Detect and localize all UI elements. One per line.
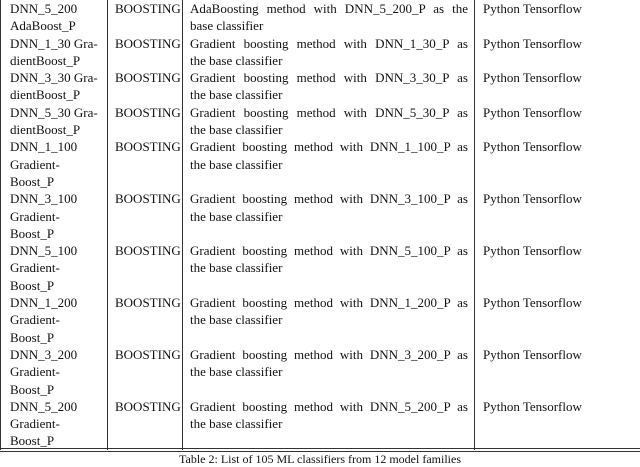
classifier-name-line: Gradient- — [10, 364, 60, 380]
table-bottom-rule — [0, 448, 640, 449]
classifier-name-cell — [0, 242, 108, 294]
library-cell: Python Tensorflow — [483, 104, 582, 120]
classifier-name-line: DNN_5_200 — [10, 1, 78, 16]
classifier-name-line: Gradient- — [10, 416, 60, 432]
library-cell: Python Tensorflow — [483, 243, 582, 259]
description-line: the base classifier — [190, 208, 283, 224]
table-row — [0, 104, 640, 139]
description-line: Gradient boosting method with DNN_5_200_P as — [190, 398, 468, 414]
description-line: Gradient boosting method with DNN_3_100_P as — [190, 191, 468, 207]
classifier-name-cell — [0, 69, 108, 104]
classifier-name-cell — [0, 346, 108, 398]
table-row — [0, 294, 640, 346]
classifier-name-line: Boost_P — [10, 433, 55, 449]
family-cell: BOOSTING — [108, 242, 183, 294]
table-row — [0, 69, 640, 104]
classifier-name-line: DNN_3_30 Gra- — [10, 70, 98, 86]
description-line: Gradient boosting method with DNN_1_100_P as — [190, 139, 468, 155]
description-line: the base classifier — [190, 416, 283, 432]
classifier-name-cell — [0, 35, 108, 70]
description-line: Gradient boosting method with DNN_3_200_P as — [190, 346, 468, 362]
description-cell — [183, 0, 475, 35]
family-cell: BOOSTING — [108, 35, 183, 70]
description-line: the base classifier — [190, 156, 283, 172]
table-row — [0, 398, 640, 450]
table-row — [0, 138, 640, 190]
classifier-name-line: Boost_P — [10, 225, 55, 241]
classifier-name-line: dientBoost_P — [10, 87, 81, 103]
description-cell — [183, 35, 475, 70]
table-row — [0, 35, 640, 70]
classifier-name-cell — [0, 104, 108, 139]
classifier-name-line: Gradient- — [10, 312, 60, 328]
classifier-name-line: dientBoost_P — [10, 52, 81, 68]
classifier-name-cell — [0, 190, 108, 242]
description-cell — [183, 242, 475, 294]
family-cell: BOOSTING — [108, 69, 183, 104]
classifier-name-line: DNN_5_100 — [10, 243, 78, 259]
classifier-name-line: AdaBoost_P — [10, 18, 76, 34]
classifier-name-cell — [0, 0, 108, 35]
classifier-name-line: Gradient- — [10, 260, 60, 276]
family-cell: BOOSTING — [108, 346, 183, 398]
family-cell: BOOSTING — [108, 0, 183, 35]
classifier-name-line: Gradient- — [10, 208, 60, 224]
classifier-name-cell — [0, 294, 108, 346]
classifier-name-line: DNN_1_200 — [10, 295, 78, 311]
classifier-name-line: DNN_1_30 Gra- — [10, 35, 98, 51]
classifier-name-line: Boost_P — [10, 329, 55, 345]
description-cell — [183, 104, 475, 139]
classifier-name-line: Gradient- — [10, 156, 60, 172]
description-line: AdaBoosting method with DNN_5_200_P as the — [190, 1, 468, 16]
family-cell: BOOSTING — [108, 138, 183, 190]
library-cell: Python Tensorflow — [483, 398, 582, 414]
description-line: the base classifier — [190, 364, 283, 380]
classifier-name-line: Boost_P — [10, 173, 55, 189]
library-cell: Python Tensorflow — [483, 346, 582, 362]
classifier-name-line: Boost_P — [10, 381, 55, 397]
description-line: Gradient boosting method with DNN_5_30_P as — [190, 104, 468, 120]
classifier-name-line: DNN_3_100 — [10, 191, 78, 207]
family-cell: BOOSTING — [108, 294, 183, 346]
table-caption: Table 2: List of 105 ML classifiers from 12 model families — [179, 452, 461, 466]
classifier-name-line: DNN_5_30 Gra- — [10, 104, 98, 120]
description-cell — [183, 398, 475, 450]
classifier-name-line: Boost_P — [10, 277, 55, 293]
table-row — [0, 346, 640, 398]
classifier-name-line: dientBoost_P — [10, 122, 81, 138]
description-cell — [183, 346, 475, 398]
family-cell: BOOSTING — [108, 104, 183, 139]
library-cell: Python Tensorflow — [483, 295, 582, 311]
description-cell — [183, 294, 475, 346]
classifier-name-line: DNN_1_100 — [10, 139, 78, 155]
description-line: the base classifier — [190, 260, 283, 276]
library-cell: Python Tensorflow — [483, 1, 582, 16]
library-cell: Python Tensorflow — [483, 139, 582, 155]
family-cell: BOOSTING — [108, 398, 183, 450]
description-line: Gradient boosting method with DNN_1_30_P as — [190, 35, 468, 51]
description-cell — [183, 138, 475, 190]
classifier-name-line: DNN_5_200 — [10, 398, 78, 414]
description-line: Gradient boosting method with DNN_1_200_P as — [190, 295, 468, 311]
library-cell: Python Tensorflow — [483, 35, 582, 51]
table-row — [0, 0, 640, 35]
classifier-name-cell — [0, 398, 108, 450]
table-row — [0, 190, 640, 242]
description-line: Gradient boosting method with DNN_3_30_P as — [190, 70, 468, 86]
library-cell: Python Tensorflow — [483, 191, 582, 207]
library-cell: Python Tensorflow — [483, 70, 582, 86]
description-line: the base classifier — [190, 122, 283, 138]
description-line: the base classifier — [190, 312, 283, 328]
table-row — [0, 242, 640, 294]
description-line: base classifier — [190, 18, 264, 34]
description-cell — [183, 190, 475, 242]
classifier-name-cell — [0, 138, 108, 190]
classifier-name-line: DNN_3_200 — [10, 346, 78, 362]
description-cell — [183, 69, 475, 104]
description-line: the base classifier — [190, 87, 283, 103]
family-cell: BOOSTING — [108, 190, 183, 242]
description-line: Gradient boosting method with DNN_5_100_P as — [190, 243, 468, 259]
description-line: the base classifier — [190, 52, 283, 68]
